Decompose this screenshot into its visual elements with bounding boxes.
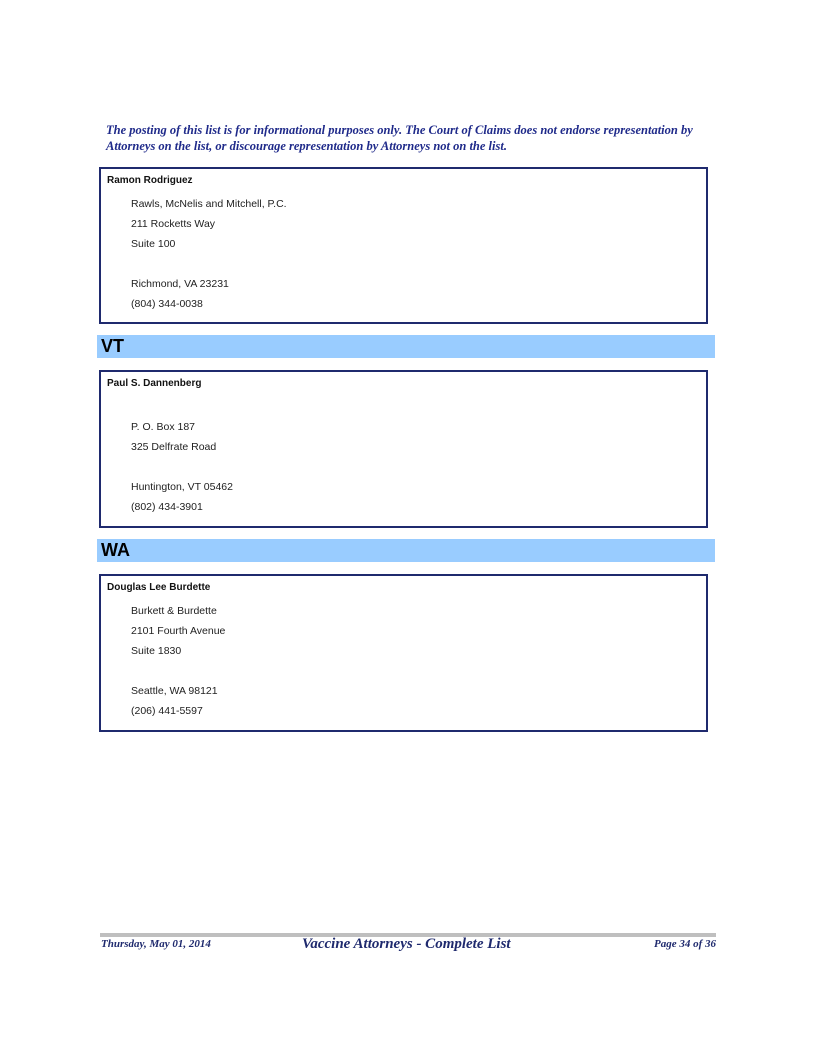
attorney-card xyxy=(99,574,708,732)
attorney-address-line-1: P. O. Box 187 xyxy=(131,421,196,433)
attorney-firm: Rawls, McNelis and Mitchell, P.C. xyxy=(131,198,287,210)
attorney-city-state-zip: Huntington, VT 05462 xyxy=(131,481,233,493)
attorney-name: Douglas Lee Burdette xyxy=(107,582,211,593)
attorney-city-state-zip: Seattle, WA 98121 xyxy=(131,685,218,697)
attorney-address-line-2: Suite 100 xyxy=(131,238,176,250)
state-code: WA xyxy=(101,540,130,560)
state-header-wa xyxy=(97,539,715,562)
attorney-phone: (802) 434-3901 xyxy=(131,501,203,513)
disclaimer: The posting of this list is for informational purposes only. The Court of Claims does not endorse representation by Attorneys on the list, or discourage representation by Attorneys not on the list. xyxy=(106,123,693,153)
attorney-card xyxy=(99,370,708,528)
state-code: VT xyxy=(101,336,125,356)
attorney-card xyxy=(99,167,708,324)
attorney-city-state-zip: Richmond, VA 23231 xyxy=(131,278,229,290)
footer-page-number: Page 34 of 36 xyxy=(653,938,716,950)
footer-title: Vaccine Attorneys - Complete List xyxy=(302,936,511,952)
attorney-address-line-2: 325 Delfrate Road xyxy=(131,441,217,453)
attorney-firm: Burkett & Burdette xyxy=(131,605,217,617)
attorney-name: Ramon Rodriguez xyxy=(107,175,193,186)
attorney-phone: (206) 441-5597 xyxy=(131,705,203,717)
footer-date: Thursday, May 01, 2014 xyxy=(101,938,211,950)
state-header-vt xyxy=(97,335,715,358)
attorney-name: Paul S. Dannenberg xyxy=(107,378,202,389)
attorney-address-line-2: Suite 1830 xyxy=(131,645,182,657)
attorney-address-line-1: 211 Rocketts Way xyxy=(131,218,216,230)
attorney-address-line-1: 2101 Fourth Avenue xyxy=(131,625,226,637)
attorney-phone: (804) 344-0038 xyxy=(131,298,203,310)
